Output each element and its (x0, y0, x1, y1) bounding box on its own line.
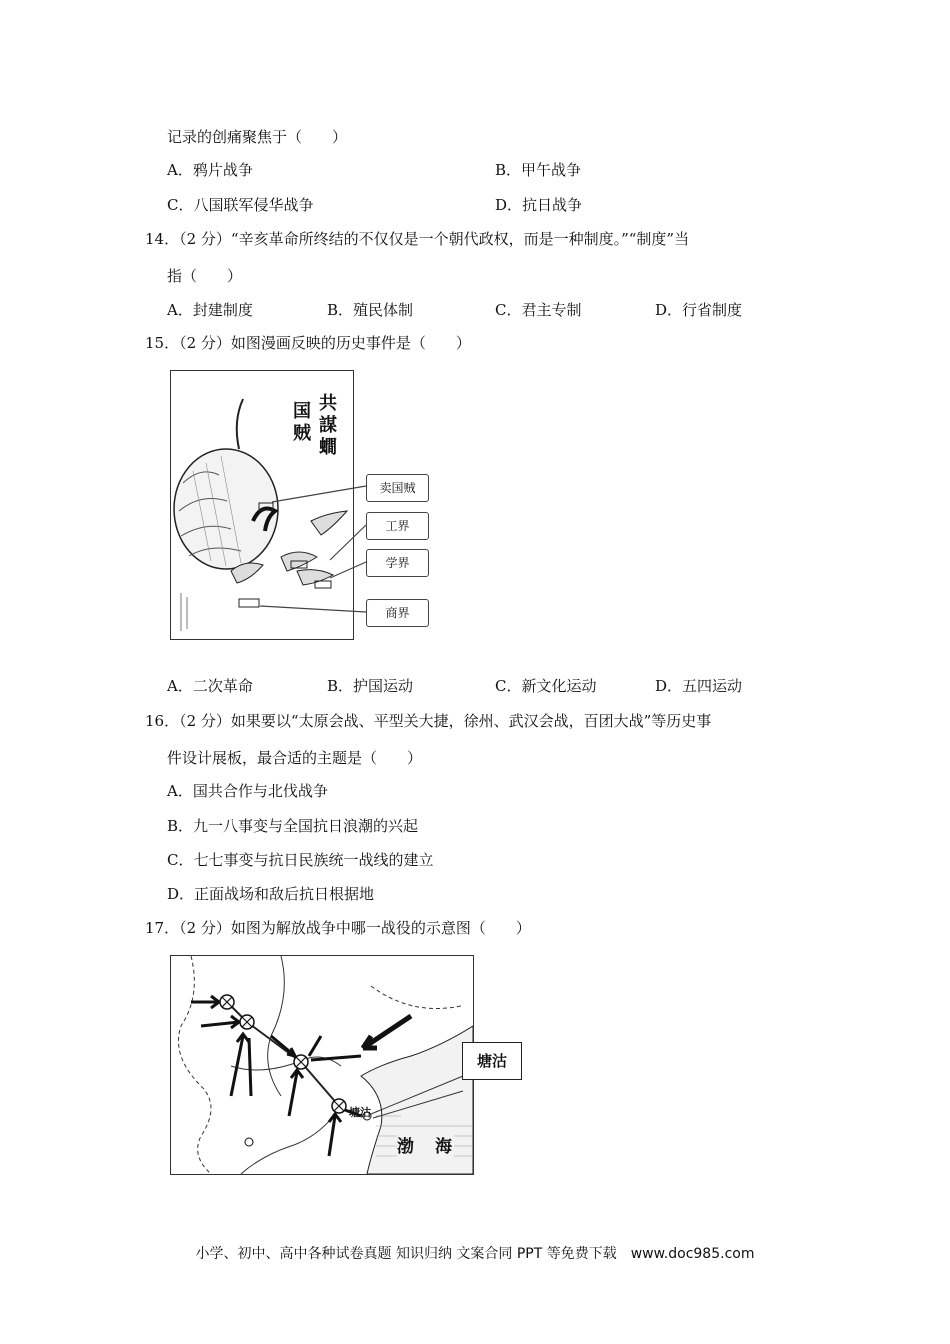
q14-option-b[interactable]: B．殖民体制 (327, 301, 414, 319)
q15-callout-lines (260, 470, 370, 620)
q15-option-d[interactable]: D．五四运动 (655, 677, 743, 695)
q15-label-merchants: 商界 (366, 599, 429, 627)
q15-option-c[interactable]: C．新文化运动 (495, 677, 597, 695)
q14-stem-line1: 14．（2 分）“辛亥革命所终结的不仅仅是一个朝代政权，而是一种制度。”“制度”当 (145, 230, 690, 248)
q15-cartoon-title-col1 (317, 393, 339, 459)
q14-option-c[interactable]: C．君主专制 (495, 301, 582, 319)
q15-title-char-5: 贼 (293, 423, 311, 444)
q16-option-d[interactable]: D．正面战场和敌后抗日根据地 (167, 885, 375, 903)
q13-option-b[interactable]: B．甲午战争 (495, 161, 582, 179)
q16-stem-line2: 件设计展板，最合适的主题是（ ） (167, 749, 423, 767)
q15-title-char-3: 𧒄 (319, 437, 337, 458)
q15-title-char-4: 国 (293, 401, 311, 422)
q15-label-workers: 工界 (366, 512, 429, 540)
q14-stem-line2: 指（ ） (167, 267, 243, 285)
page-footer[interactable]: 小学、初中、高中各种试卷真题 知识归纳 文案合同 PPT 等免费下载 www.doc985.com (195, 1246, 755, 1262)
q14-option-d[interactable]: D．行省制度 (655, 301, 743, 319)
q16-option-c[interactable]: C．七七事变与抗日民族统一战线的建立 (167, 851, 434, 869)
q15-title-char-2: 謀 (319, 415, 337, 436)
q17-map-town-label: 塘沽 (349, 1106, 371, 1119)
q15-label-students: 学界 (366, 549, 429, 577)
q15-option-a[interactable]: A．二次革命 (167, 677, 253, 695)
q15-option-b[interactable]: B．护国运动 (327, 677, 414, 695)
q17-callout-box: 塘沽 (462, 1042, 522, 1080)
q17-battle-map (170, 955, 474, 1175)
q15-stem: 15．（2 分）如图漫画反映的历史事件是（ ） (145, 334, 471, 352)
q16-option-b[interactable]: B．九一八事变与全国抗日浪潮的兴起 (167, 817, 419, 835)
q14-option-a[interactable]: A．封建制度 (167, 301, 253, 319)
q13-stem-cont: 记录的创痛聚焦于（ ） (167, 128, 348, 146)
q13-option-d[interactable]: D．抗日战争 (495, 196, 583, 214)
q17-stem: 17．（2 分）如图为解放战争中哪一战役的示意图（ ） (145, 919, 531, 937)
q13-option-c[interactable]: C．八国联军侵华战争 (167, 196, 314, 214)
q15-label-traitor: 卖国贼 (366, 474, 429, 502)
q16-stem-line1: 16．（2 分）如果要以“太原会战、平型关大捷，徐州、武汉会战，百团大战”等历史事 (145, 712, 712, 730)
q15-cartoon-title-col2 (291, 401, 313, 445)
q13-option-a[interactable]: A．鸦片战争 (167, 161, 253, 179)
q16-option-a[interactable]: A．国共合作与北伐战争 (167, 782, 328, 800)
q17-map-sea-label: 渤 海 (397, 1132, 454, 1157)
q15-title-char-1: 共 (319, 393, 337, 414)
